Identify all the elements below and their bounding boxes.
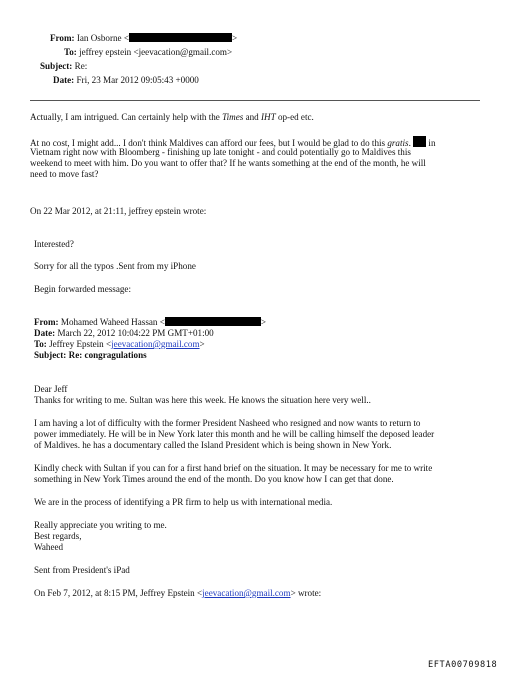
reply-times-italic: Times [222,112,244,122]
reply-text: in [428,138,436,148]
header-date-label: Date: [53,75,75,85]
quote-begin-forwarded: Begin forwarded message: [34,284,131,294]
body-appreciate: Really appreciate you writing to me. [34,520,167,530]
quote-typos: Sorry for all the typos .Sent from my iPhone [34,261,196,271]
body-on-feb-email-link[interactable]: jeevacation@gmail.com [202,588,291,598]
fwd-from-name: Mohamed Waheed Hassan < [60,317,165,327]
fwd-from-row [34,317,266,328]
header-to-label: To: [64,47,77,57]
fwd-to-name: Jeffrey Epstein < [49,339,112,349]
header-subject-label: Subject: [40,61,73,71]
reply-p2-line-4: need to move fast? [30,169,99,179]
header-divider [30,100,480,101]
redaction-box [129,33,232,42]
fwd-to-label: To: [34,339,47,349]
body-sent-from: Sent from President's iPad [34,565,130,575]
header-date-row [53,75,199,86]
fwd-date-row [34,328,214,339]
body-p1-line-1: I am having a lot of difficulty with the former President Nasheed who resigned and now wants to return to [34,418,421,428]
body-on-feb-row [34,588,321,599]
fwd-to-email-link[interactable]: jeevacation@gmail.com [111,339,200,349]
header-from-name: Ian Osborne < [76,33,129,43]
fwd-to-row [34,339,205,350]
fwd-from-close: > [260,317,266,327]
reply-text: At no cost, I might add... I don't think Maldives can afford our fees, but I would be glad to do this [30,138,388,148]
body-p3: We are in the process of identifying a PR firm to help us with international media. [34,497,333,507]
reply-p2-line-3: weekend to meet with him. Do you want to offer that? If he wants something at the end of the month, he will [30,158,426,168]
header-subject-row [40,61,87,72]
body-on-feb-text: On Feb 7, 2012, at 8:15 PM, Jeffrey Epstein < [34,588,203,598]
fwd-subject-label: Subject: [34,350,67,360]
footer-doc-id: EFTA00709818 [428,660,498,670]
body-regards: Best regards, [34,531,82,541]
header-from-row [50,33,237,44]
reply-p2-line-2: Vietnam right now with Bloomberg - finishing up late tonight - and could potentially go to Maldives this [30,147,411,157]
fwd-from-label: From: [34,317,59,327]
body-greeting: Dear Jeff [34,384,68,394]
redaction-box [413,136,426,147]
header-from-label: From: [50,33,75,43]
body-signature: Waheed [34,542,64,552]
reply-gratis-italic: gratis [387,138,409,148]
header-to-value: jeffrey epstein <jeevacation@gmail.com> [79,47,233,57]
header-to-row [64,47,232,58]
reply-text: . [408,138,411,148]
reply-line-1 [30,112,314,123]
body-thanks: Thanks for writing to me. Sultan was here this week. He knows the situation here very well.. [34,395,371,405]
header-subject-value: Re: [74,61,88,71]
body-p1-line-3: of Maldives. he has a documentary called the Island President which is being shown in New York. [34,440,392,450]
fwd-subject-row [34,350,147,361]
quote-intro: On 22 Mar 2012, at 21:11, jeffrey epstein wrote: [30,206,207,216]
body-p2-line-1: Kindly check with Sultan if you can for a first hand brief on the situation. It may be necessary for me to write [34,463,433,473]
header-from-close: > [231,33,238,43]
redaction-box [165,317,261,326]
reply-text: Actually, I am intrigued. Can certainly help with the [30,112,223,122]
fwd-date-value: March 22, 2012 10:04:22 PM GMT+01:00 [57,328,214,338]
fwd-date-label: Date: [34,328,56,338]
fwd-to-close: > [199,339,205,349]
body-p1-line-2: power immediately. He will be in New York later this month and he will be calling himself the deposed leader [34,429,435,439]
body-on-feb-text: > wrote: [290,588,322,598]
body-p2-line-2: something in New York Times around the end of the month. Do you know how I can get that done. [34,474,394,484]
quote-interested: Interested? [34,239,74,249]
header-date-value: Fri, 23 Mar 2012 09:05:43 +0000 [76,75,199,85]
reply-text: and [243,112,262,122]
reply-text: op-ed etc. [275,112,314,122]
fwd-subject-value: Re: congragulations [68,350,147,360]
reply-iht-italic: IHT [261,112,276,122]
